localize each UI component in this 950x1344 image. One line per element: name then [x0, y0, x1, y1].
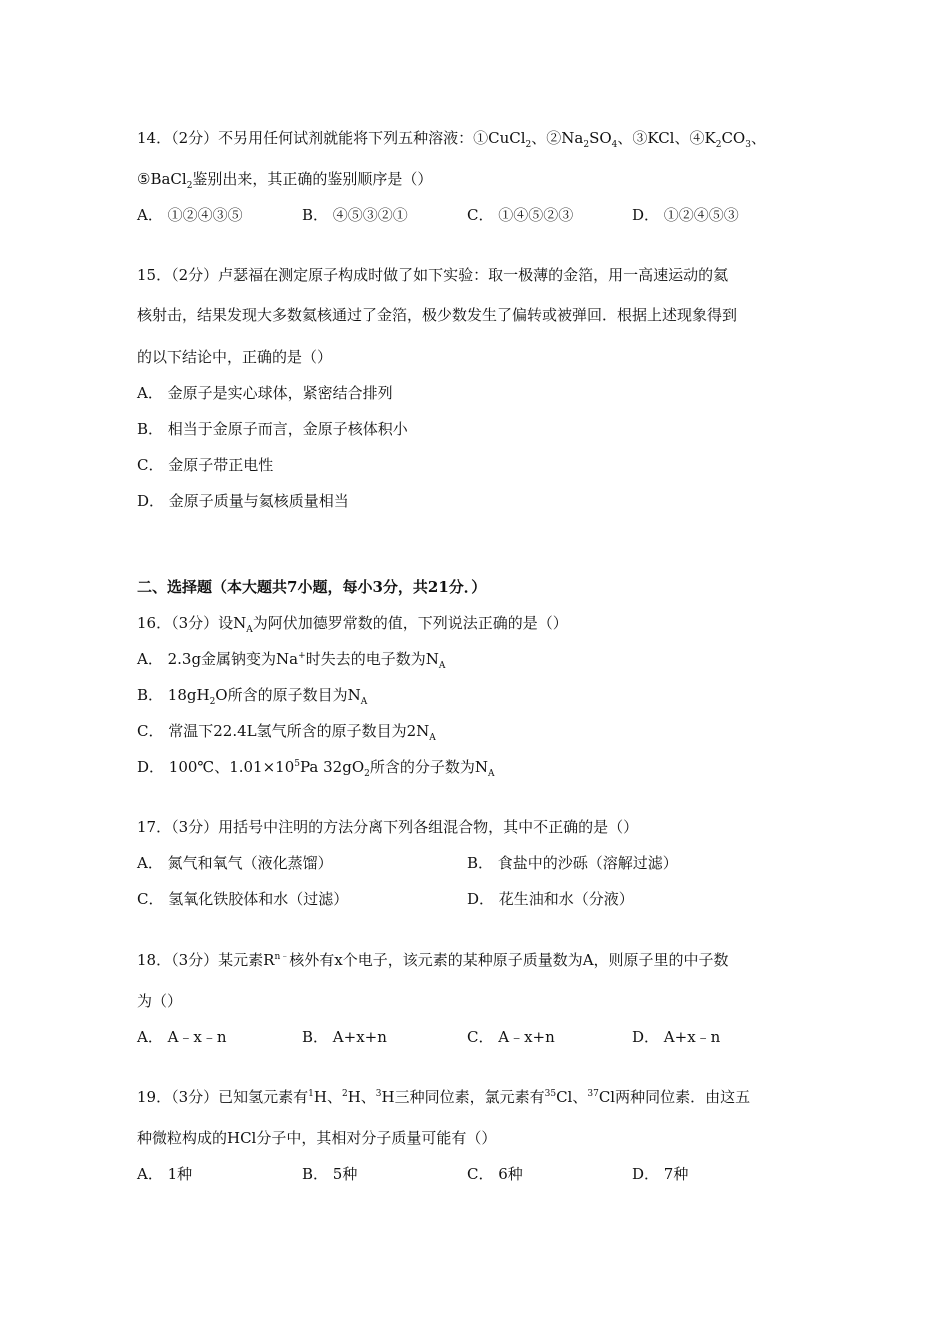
q18-option-d: D． A+x﹣n — [632, 1028, 721, 1046]
q16-text: C． 常温下22.4L氢气所含的原子数目为2N — [137, 722, 430, 740]
q15-stem-line3: 的以下结论中，正确的是（） — [137, 348, 333, 366]
q14-text: 、 — [750, 129, 766, 147]
subscript: A — [488, 769, 495, 779]
q14-option-b: B． ④⑤③②① — [302, 206, 408, 224]
q14-option-d: D． ①②④⑤③ — [632, 206, 739, 224]
q19-text: Cl、 — [556, 1088, 588, 1106]
subscript: A — [438, 661, 446, 671]
q19-option-b: B． 5种 — [302, 1165, 358, 1183]
q18-stem-line2: 为（） — [137, 992, 183, 1010]
subscript: 2 — [525, 140, 532, 150]
q14-option-a: A． ①②④③⑤ — [137, 206, 243, 224]
q18-text: 核外有x个电子，该元素的某种原子质量数为A，则原子里的中子数 — [289, 951, 729, 969]
q15-option-b: B． 相当于金原子而言，金原子核体积小 — [137, 420, 408, 438]
q19-stem-line2: 种微粒构成的HCl分子中，其相对分子质量可能有（） — [137, 1129, 497, 1147]
q14-text: 14．（2分）不另用任何试剂就能将下列五种溶液：①CuCl — [137, 129, 526, 147]
q16-text: A． 2.3g金属钠变为Na — [137, 650, 299, 668]
q14-text: 鉴别出来，其正确的鉴别顺序是（） — [192, 170, 433, 188]
q17-option-a: A． 氮气和氧气（液化蒸馏） — [137, 854, 333, 872]
q19-text: H、 — [313, 1088, 342, 1106]
subscript: 4 — [611, 140, 618, 150]
q16-option-c — [137, 721, 436, 741]
subscript: 2 — [715, 140, 722, 150]
q18-stem-line1 — [137, 950, 729, 970]
section-heading: 二、选择题（本大题共7小题，每小3分，共21分．） — [137, 578, 487, 596]
q19-option-c: C． 6种 — [467, 1165, 523, 1183]
subscript: A — [360, 697, 368, 707]
q14-stem-line1 — [137, 128, 766, 148]
q14-text: SO — [589, 129, 612, 147]
q18-option-c: C． A﹣x+n — [467, 1028, 555, 1046]
subscript: 2 — [583, 140, 590, 150]
superscript: n﹣ — [274, 952, 290, 962]
q15-option-c: C． 金原子带正电性 — [137, 456, 274, 474]
q18-option-b: B． A+x+n — [302, 1028, 387, 1046]
q19-option-d: D． 7种 — [632, 1165, 689, 1183]
subscript: 2 — [186, 181, 193, 191]
subscript: 2 — [364, 769, 370, 779]
q14-text: 、③KCl、④K — [617, 129, 716, 147]
superscript: 3 — [375, 1089, 382, 1099]
superscript: 5 — [294, 759, 300, 769]
superscript: 35 — [544, 1089, 557, 1099]
superscript: + — [298, 651, 306, 661]
q16-option-b — [137, 685, 367, 705]
q19-text: 19．（3分）已知氢元素有 — [137, 1088, 309, 1106]
subscript: A — [246, 625, 253, 635]
q16-text: 为阿伏加德罗常数的值，下列说法正确的是（） — [252, 614, 568, 632]
q19-text: H三种同位素，氯元素有 — [381, 1088, 545, 1106]
q16-text: 16．（3分）设N — [137, 614, 247, 632]
q19-text: H、 — [347, 1088, 376, 1106]
q15-option-a: A． 金原子是实心球体，紧密结合排列 — [137, 384, 393, 402]
q16-stem — [137, 613, 568, 633]
superscript: 2 — [341, 1089, 348, 1099]
q18-option-a: A． A﹣x﹣n — [137, 1028, 227, 1046]
q15-stem-line2: 核射击，结果发现大多数氦核通过了金箔，极少数发生了偏转或被弹回．根据上述现象得到 — [137, 306, 738, 324]
q15-option-d: D． 金原子质量与氦核质量相当 — [137, 492, 349, 510]
q16-text: D． 100℃、1.01×10 — [137, 758, 295, 776]
superscript: 1 — [308, 1089, 314, 1099]
q16-option-a — [137, 649, 445, 669]
q14-text: ⑤BaCl — [137, 170, 187, 188]
q19-option-a: A． 1种 — [137, 1165, 193, 1183]
q16-text: 时失去的电子数为N — [305, 650, 439, 668]
q18-text: 18．（3分）某元素R — [137, 951, 275, 969]
q17-option-c: C． 氢氧化铁胶体和水（过滤） — [137, 890, 349, 908]
q14-text: 、②Na — [531, 129, 584, 147]
q17-option-b: B． 食盐中的沙砾（溶解过滤） — [467, 854, 678, 872]
q19-stem-line1 — [137, 1087, 750, 1107]
q19-text: Cl两种同位素．由这五 — [598, 1088, 751, 1106]
q14-stem-line2 — [137, 169, 432, 189]
subscript: 3 — [745, 140, 751, 150]
q16-option-d — [137, 757, 495, 777]
q14-text: CO — [721, 129, 746, 147]
q14-option-c: C． ①④⑤②③ — [467, 206, 574, 224]
q16-text: 所含的分子数为N — [369, 758, 488, 776]
q16-text: B． 18gH — [137, 686, 210, 704]
subscript: A — [429, 733, 436, 743]
q16-text: Pa 32gO — [300, 758, 365, 776]
q16-text: O所含的原子数目为N — [215, 686, 361, 704]
q15-stem-line1: 15．（2分）卢瑟福在测定原子构成时做了如下实验：取一极薄的金箔，用一高速运动的氦 — [137, 266, 729, 284]
q17-stem: 17．（3分）用括号中注明的方法分离下列各组混合物，其中不正确的是（） — [137, 818, 639, 836]
subscript: 2 — [209, 697, 216, 707]
q17-option-d: D． 花生油和水（分液） — [467, 890, 634, 908]
superscript: 37 — [587, 1089, 599, 1099]
